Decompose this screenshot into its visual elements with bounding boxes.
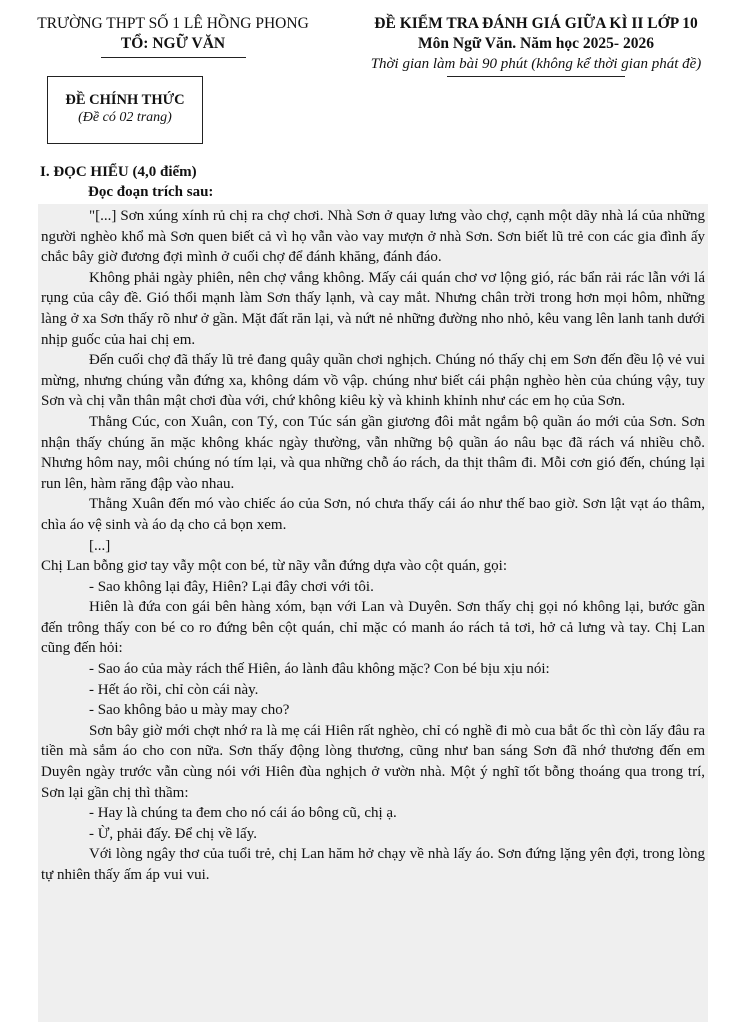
passage-paragraph: "[...] Sơn xúng xính rủ chị ra chợ chơi. Nhà Sơn ở quay lưng vào chợ, cạnh một dãy nhà lá của những người nghèo khổ mà Sơn quen biết cả vì họ vẫn vào vay mượn ở nhà Sơn. Sơn biết lũ trẻ con các gia đình ấy chắc bây giờ đương đợi mình ở cuối chợ để đánh khăng, đánh đáo. — [41, 208, 705, 266]
section-title: I. ĐỌC HIỂU (4,0 điểm) — [40, 164, 197, 180]
passage-dialogue: - Sao không bảo u mày may cho? — [89, 702, 290, 719]
official-label: ĐỀ CHÍNH THỨC — [65, 92, 185, 108]
passage-dialogue: - Hết áo rồi, chỉ còn cái này. — [89, 681, 259, 698]
document-header — [0, 14, 740, 144]
exam-block — [340, 14, 732, 77]
passage-paragraph: Với lòng ngây thơ của tuổi trẻ, chị Lan hăm hở chạy về nhà lấy áo. Sơn đứng lặng yên đợi, trong lòng tự nhiên thấy ấm áp vui vui. — [41, 846, 705, 883]
passage-dialogue: - Ừ, phải đấy. Để chị về lấy. — [89, 825, 257, 842]
school-name: TRƯỜNG THPT SỐ 1 LÊ HỒNG PHONG — [37, 15, 309, 32]
passage-ellipsis: [...] — [89, 537, 111, 554]
passage-dialogue: - Sao không lại đây, Hiên? Lại đây chơi với tôi. — [89, 578, 374, 595]
passage-paragraph: Thằng Cúc, con Xuân, con Tý, con Túc sán gần giương đôi mắt ngắm bộ quần áo mới của Sơn. Sơn nhận thấy chúng ăn mặc không khác ngày thường, vẫn những bộ quần áo nâu bạc đã rách vá nhiều chỗ. Nhưng hôm nay, môi chúng nó tím lại, và qua những chỗ áo rách, da thịt thâm đi. Mỗi cơn gió đến, chúng lại run lên, hàm răng đập vào nhau. — [41, 413, 705, 492]
passage-paragraph: Chị Lan bỗng giơ tay vẫy một con bé, từ nãy vẫn đứng dựa vào cột quán, gọi: — [41, 558, 507, 575]
subject-year: Môn Ngữ Văn. Năm học 2025- 2026 — [418, 35, 654, 52]
passage-dialogue: - Sao áo của mày rách thế Hiên, áo lành đâu không mặc? Con bé bịu xịu nói: — [89, 661, 550, 678]
exam-duration: Thời gian làm bài 90 phút (không kể thời gian phát đề) — [370, 56, 702, 72]
department-underline — [101, 57, 246, 58]
passage-paragraph: Đến cuối chợ đã thấy lũ trẻ đang quây quần chơi nghịch. Chúng nó thấy chị em Sơn đến đều lộ vẻ vui mừng, nhưng chúng vẫn đứng xa, không dám vồ vập. chúng như biết cái phận nghèo hèn của chúng vậy, tuy Sơn và chị vẫn thân mật chơi đùa với, chứ không kiêu kỳ và khinh khỉnh như các em họ của Sơn. — [41, 352, 705, 410]
department-name: TỔ: NGỮ VĂN — [120, 35, 226, 52]
school-block — [14, 14, 332, 58]
reading-passage — [38, 204, 708, 1022]
passage-paragraph: Thằng Xuân đến mó vào chiếc áo của Sơn, nó chưa thấy cái áo như thế bao giờ. Sơn lật vạt áo thâm, chìa áo vệ sinh và áo dạ cho cả bọn xem. — [41, 496, 705, 533]
exam-title: ĐỀ KIỂM TRA ĐÁNH GIÁ GIỮA KÌ II LỚP 10 — [374, 15, 698, 32]
duration-underline — [447, 76, 625, 77]
official-exam-box — [47, 76, 203, 144]
reading-instruction: Đọc đoạn trích sau: — [88, 184, 214, 200]
passage-dialogue: - Hay là chúng ta đem cho nó cái áo bông cũ, chị ạ. — [89, 805, 397, 822]
passage-paragraph: Hiên là đứa con gái bên hàng xóm, bạn với Lan và Duyên. Sơn thấy chị gọi nó không lại, bước gần đến trông thấy con bé co ro đứng bên cột quán, chỉ mặc có manh áo rách tả tơi, hở cả lưng và tay. Chị Lan cũng đến hỏi: — [41, 599, 705, 657]
passage-paragraph: Không phải ngày phiên, nên chợ vắng không. Mấy cái quán chơ vơ lộng gió, rác bẩn rải rác lẫn với lá rụng của cây đề. Gió thổi mạnh làm Sơn thấy lạnh, và cay mắt. Nhưng chân trời trong hơn mọi hôm, những làng ở xa Sơn thấy rõ như ở gần. Mặt đất răn lại, và nứt nẻ những đường nho nhỏ, kêu vang lên lanh tanh dưới nhịp guốc của hai chị em. — [41, 269, 705, 348]
page-count: (Đề có 02 trang) — [78, 110, 172, 125]
passage-paragraph: Sơn bây giờ mới chợt nhớ ra là mẹ cái Hiên rất nghèo, chỉ có nghề đi mò cua bắt ốc thì còn lấy đâu ra tiền mà sắm áo cho con nữa. Sơn thấy động lòng thương, cũng như ban sáng Sơn đã nhớ thương đến em Duyên ngày trước vẫn cùng nói với Hiên đùa nghịch ở vườn nhà. Một ý nghĩ tốt bỗng thoáng qua trong trí, Sơn lại gần chị thì thầm: — [41, 722, 705, 801]
